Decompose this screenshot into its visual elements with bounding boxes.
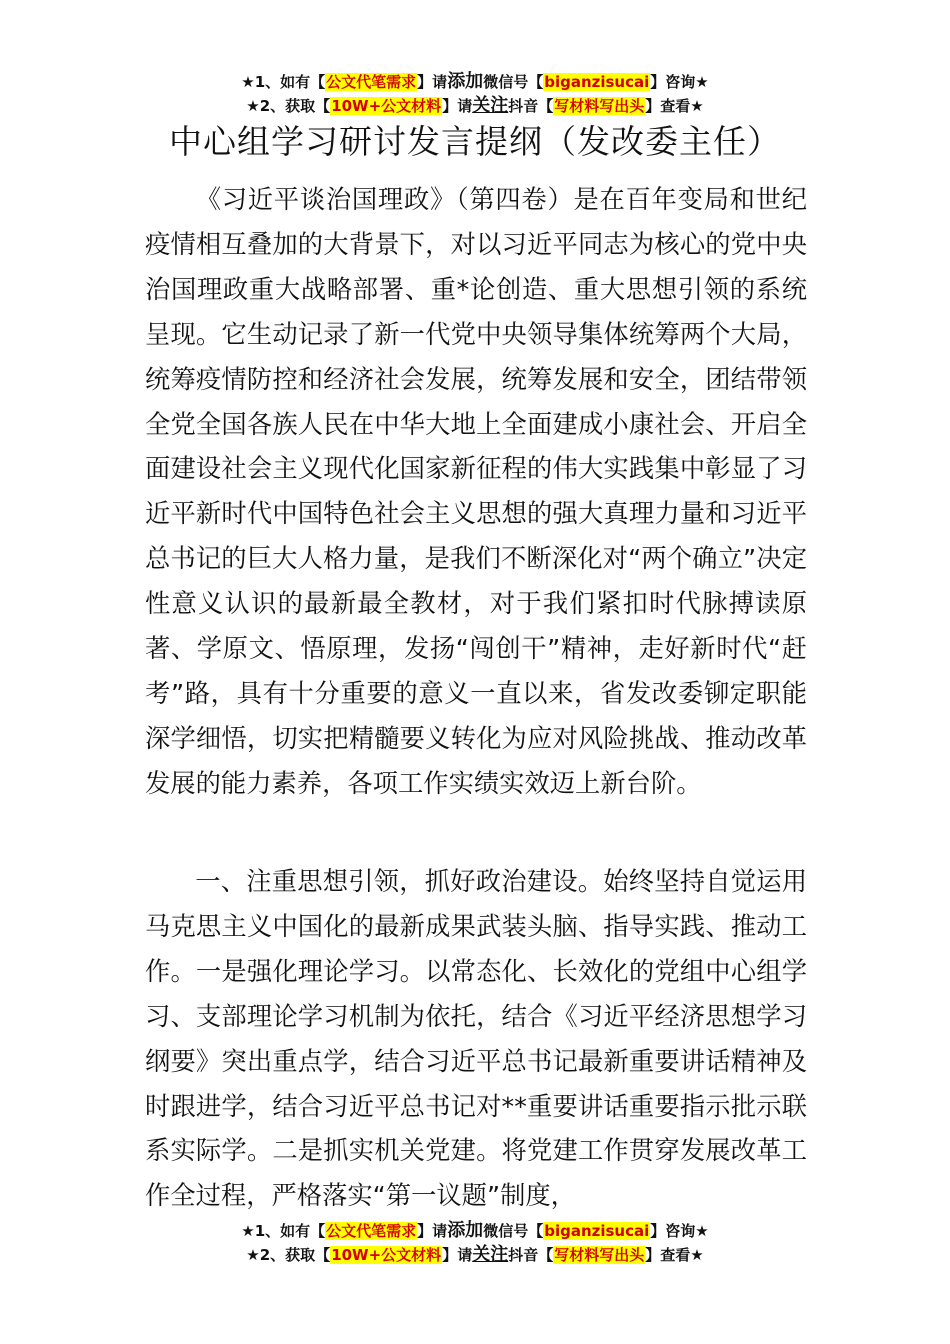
promo-highlight: 10W+公文材料 — [331, 97, 442, 115]
promo-text: 】请 — [417, 73, 448, 91]
promo-text: ★2、获取【 — [246, 97, 331, 115]
promo-text: ★2、获取【 — [246, 1246, 331, 1264]
promo-line-1 — [0, 70, 950, 94]
promo-highlight: 写材料写出头 — [554, 97, 645, 115]
promo-text: 】请 — [442, 1246, 473, 1264]
body-paragraph — [145, 178, 807, 807]
promo-text: 】查看★ — [645, 97, 704, 115]
promo-highlight: biganzisucai — [544, 73, 650, 91]
promo-highlight: 公文代笔需求 — [326, 73, 417, 91]
promo-line-1 — [0, 1219, 950, 1243]
promo-emphasis: 关注 — [472, 1244, 509, 1265]
promo-highlight: 10W+公文材料 — [331, 1246, 442, 1264]
promo-text: 抖音【 — [508, 1246, 554, 1264]
promo-emphasis: 添加 — [447, 1220, 484, 1241]
promo-emphasis: 关注 — [472, 95, 509, 116]
promo-text: 】请 — [417, 1222, 448, 1240]
promo-highlight: 写材料写出头 — [554, 1246, 645, 1264]
body-paragraph — [145, 860, 807, 1219]
promo-text: 】请 — [442, 97, 473, 115]
paragraph-text: 一、注重思想引领，抓好政治建设。始终坚持自觉运用马克思主义中国化的最新成果武装头脑、指导实践、推动工作。一是强化理论学习。以常态化、长效化的党组中心组学习、支部理论学习机制为依托，结合《习近平经济思想学习纲要》突出重点学，结合习近平总书记最新重要讲话精神及时跟进学，结合习近平总书记对**重要讲话重要指示批示联系实际学。二是抓实机关党建。将党建工作贯穿发展改革工作全过程，严格落实“第一议题”制度， — [145, 867, 807, 1211]
promo-text: 】咨询★ — [650, 1222, 709, 1240]
promo-text: 微信号【 — [483, 1222, 544, 1240]
promo-text: 】咨询★ — [650, 73, 709, 91]
promo-highlight: 公文代笔需求 — [326, 1222, 417, 1240]
promo-highlight: biganzisucai — [544, 1222, 650, 1240]
promo-line-2 — [0, 1243, 950, 1267]
promo-line-2 — [0, 94, 950, 118]
promo-text: 微信号【 — [483, 73, 544, 91]
promo-text: 】查看★ — [645, 1246, 704, 1264]
promo-text: ★1、如有【 — [241, 1222, 326, 1240]
promo-text: 抖音【 — [508, 97, 554, 115]
promo-banner-top — [0, 70, 950, 118]
paragraph-text: 《习近平谈治国理政》（第四卷）是在百年变局和世纪疫情相互叠加的大背景下，对以习近平同志为核心的党中央治国理政重大战略部署、重*论创造、重大思想引领的系统呈现。它生动记录了新一代党中央领导集体统筹两个大局，统筹疫情防控和经济社会发展，统筹发展和安全，团结带领全党全国各族人民在中华大地上全面建成小康社会、开启全面建设社会主义现代化国家新征程的伟大实践集中彰显了习近平新时代中国特色社会主义思想的强大真理力量和习近平总书记的巨大人格力量，是我们不断深化对“两个确立”决定性意义认识的最新最全教材，对于我们紧扣时代脉搏读原著、学原文、悟原理，发扬“闯创干”精神，走好新时代“赶考”路，具有十分重要的意义一直以来，省发改委铆定职能深学细悟，切实把精髓要义转化为应对风险挑战、推动改革发展的能力素养，各项工作实绩实效迈上新台阶。 — [145, 185, 807, 798]
document-title: 中心组学习研讨发言提纲（发改委主任） — [169, 122, 781, 161]
promo-banner-bottom — [0, 1219, 950, 1267]
promo-emphasis: 添加 — [447, 71, 484, 92]
promo-text: ★1、如有【 — [241, 73, 326, 91]
